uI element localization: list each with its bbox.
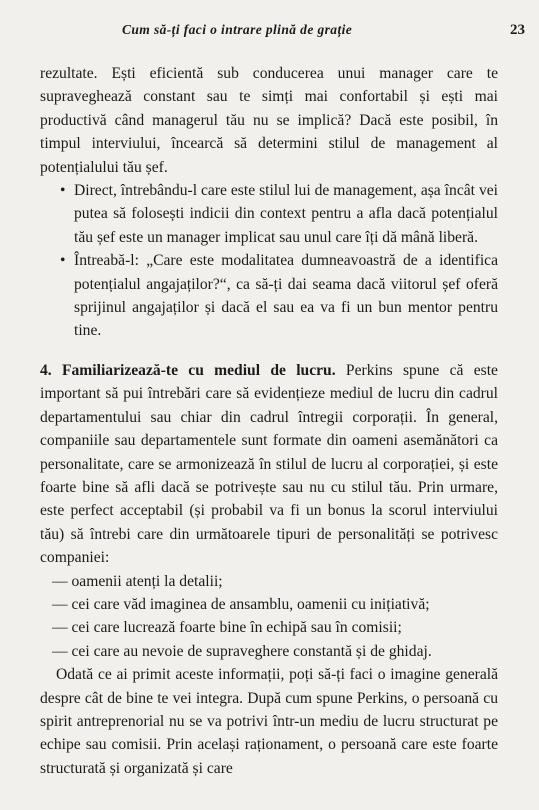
list-item: — cei care văd imaginea de ansamblu, oamenii cu inițiativă; — [52, 595, 430, 613]
bullet-icon: • — [60, 252, 66, 270]
bullet-icon: • — [60, 182, 66, 200]
running-title: Cum să-ți faci o intrare plină de grație — [122, 22, 353, 37]
section-body: Perkins spune că este important să pui întrebări care să evidențieze mediul de lucru din cadrul departamentului sau chiar din cadrul întregii corporații. În general, companiile sau departamentele sunt formate din oameni asemănători ca personalitate, care se armonizează în stilul de lucru al corporației, și este foarte bine să afli dacă se potrivește sau nu cu stilul tău. Prin urmare, este perfect acceptabil (și probabil va fi un bonus la scorul interviului tău) să întrebi care din următoarele tipuri de personalități se potrivesc companiei: — [40, 361, 498, 567]
bullet-item — [60, 179, 498, 249]
page-body — [40, 62, 498, 780]
intro-paragraph: rezultate. Ești eficientă sub conducerea unui manager care te supraveghează constant sau te simți mai confortabil și ești mai productivă când managerul tău nu se implică? Dacă este posibil, în timpul interviului, încearcă să determini stilul de management al potențialului tău șef. — [40, 65, 498, 176]
bullet-item — [60, 249, 498, 343]
list-item: — cei care au nevoie de supraveghere constantă și de ghidaj. — [52, 642, 432, 660]
closing-paragraph: Odată ce ai primit aceste informații, poți să-ți faci o imagine generală despre cât de bine te vei integra. După cum spune Perkins, o persoană cu spirit antreprenorial nu se va potrivi într-un mediu de lucru structurat pe echipe sau comisii. Prin același raționament, o persoană care este foarte structurată și organizată și care — [40, 666, 498, 777]
personality-list — [40, 570, 498, 664]
list-item: — cei care lucrează foarte bine în echipă sau în comisii; — [52, 619, 402, 637]
section-4 — [40, 359, 498, 663]
section-paragraph — [40, 359, 498, 570]
bullet-text: Întreabă-l: „Care este modalitatea dumneavoastră de a identifica potențialul angajaților?“, ca să-ți dai seama dacă viitorul șef oferă sprijinul angajaților și dacă el sau ea va fi un bun mentor pentru tine. — [74, 252, 498, 340]
section-heading: 4. Familiarizează-te cu mediul de lucru. — [40, 361, 336, 379]
bullet-text: Direct, întrebându-l care este stilul lui de management, așa încât vei putea să folosești indicii din context pentru a afla dacă potențialul tău șef este un manager implicat sau unul care îți dă mână liberă. — [74, 182, 498, 246]
list-item: — oamenii atenți la detalii; — [52, 572, 223, 590]
page-number: 23 — [510, 22, 525, 38]
page-header — [0, 22, 539, 42]
bullet-list — [40, 179, 498, 343]
